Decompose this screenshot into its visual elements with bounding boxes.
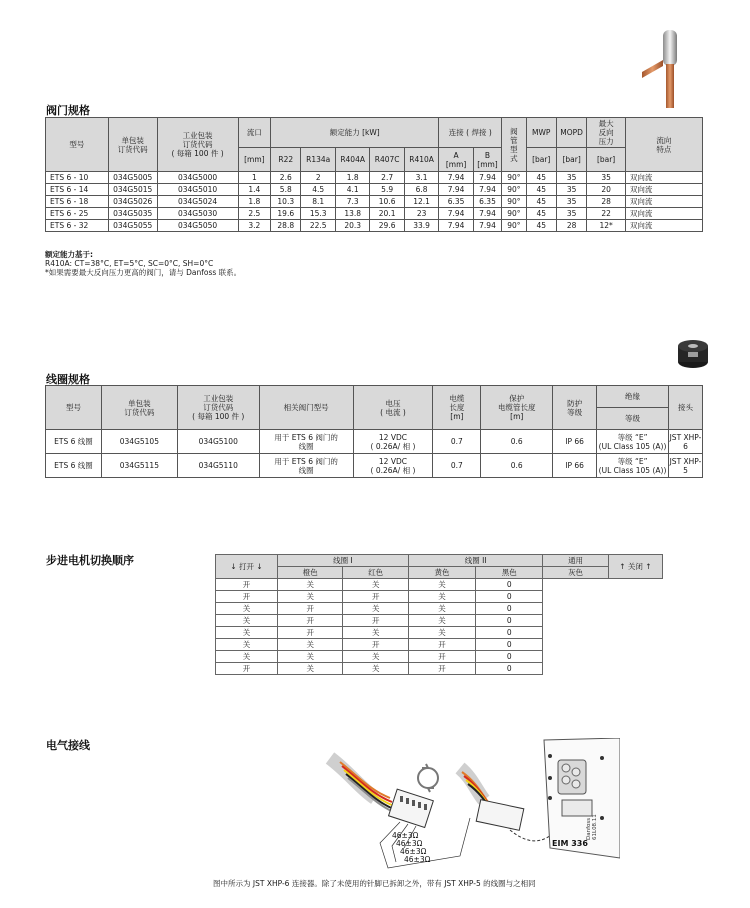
table-cell: 0 xyxy=(476,579,543,591)
col-connection: 连接 ( 焊接 ) xyxy=(439,118,502,148)
coil-col-cable: 电缆 长度 [m] xyxy=(433,386,481,430)
table-row xyxy=(216,579,663,591)
coil-col-model: 型号 xyxy=(46,386,102,430)
coil-col-protection: 防护 等级 xyxy=(553,386,597,430)
open-direction-label: ↓ 打开 ↓ xyxy=(216,555,278,579)
col-flow: 流向 特点 xyxy=(625,118,702,172)
coil-2-header: 线圈 II xyxy=(408,555,542,567)
table-cell: 关 xyxy=(277,651,342,663)
table-cell: 用于 ETS 6 阀门的 线圈 xyxy=(259,454,353,478)
table-row xyxy=(46,184,703,196)
table-cell: 0.7 xyxy=(433,430,481,454)
table-cell: 29.6 xyxy=(370,220,404,232)
table-cell: 关 xyxy=(408,591,475,603)
table-cell: 关 xyxy=(343,663,408,675)
table-cell: 开 xyxy=(408,663,475,675)
table-cell: 22 xyxy=(587,208,626,220)
table-cell: 1.8 xyxy=(238,196,270,208)
stepper-title: 步进电机切换顺序 xyxy=(46,554,134,567)
col-single-code: 单包装 订货代码 xyxy=(108,118,157,172)
table-cell: 034G5110 xyxy=(177,454,259,478)
table-cell: 12 VDC ( 0.26A/ 相 ) xyxy=(353,454,433,478)
common-header: 通用 xyxy=(543,555,608,567)
table-row xyxy=(46,454,703,478)
table-cell: 开 xyxy=(277,627,342,639)
unit-port: [mm] xyxy=(238,148,270,172)
stepper-table xyxy=(215,554,663,675)
table-cell: 等级 “E” (UL Class 105 (A)) xyxy=(597,430,669,454)
table-cell: 034G5030 xyxy=(157,208,238,220)
table-cell: IP 66 xyxy=(553,454,597,478)
table-cell: 关 xyxy=(216,615,278,627)
table-cell: 0.6 xyxy=(481,454,553,478)
table-cell: 0 xyxy=(476,591,543,603)
coil-col-voltage: 电压 ( 电流 ) xyxy=(353,386,433,430)
table-cell: 6.35 xyxy=(473,196,501,208)
table-cell: 关 xyxy=(277,579,342,591)
table-cell: 034G5024 xyxy=(157,196,238,208)
col-r22: R22 xyxy=(271,148,301,172)
table-cell: 7.94 xyxy=(439,172,473,184)
table-cell: 关 xyxy=(277,591,342,603)
table-cell: 90° xyxy=(502,196,526,208)
table-cell: 0 xyxy=(476,663,543,675)
coil-1-header: 线圈 I xyxy=(277,555,408,567)
color-red: 红色 xyxy=(343,567,408,579)
table-row xyxy=(216,651,663,663)
table-row xyxy=(216,615,663,627)
table-cell: 90° xyxy=(502,184,526,196)
table-cell: 3.2 xyxy=(238,220,270,232)
valve-product-image xyxy=(630,28,700,110)
table-cell: 35 xyxy=(556,184,586,196)
table-cell: 关 xyxy=(343,603,408,615)
table-cell: 45 xyxy=(526,184,556,196)
close-direction-label: ↑ 关闭 ↑ xyxy=(608,555,662,579)
coil-col-related: 相关阀门型号 xyxy=(259,386,353,430)
table-cell: 关 xyxy=(408,603,475,615)
table-cell: JST XHP-5 xyxy=(668,454,702,478)
table-cell: ETS 6 线圈 xyxy=(46,430,102,454)
table-cell: 7.94 xyxy=(473,172,501,184)
table-cell: 13.8 xyxy=(335,208,369,220)
coil-col-sleeve: 保护 电缆管长度 [m] xyxy=(481,386,553,430)
table-cell: 45 xyxy=(526,196,556,208)
color-black: 黑色 xyxy=(476,567,543,579)
col-r134a: R134a xyxy=(301,148,335,172)
table-cell: 关 xyxy=(277,639,342,651)
table-cell: 7.94 xyxy=(439,184,473,196)
table-cell: 用于 ETS 6 阀门的 线圈 xyxy=(259,430,353,454)
table-cell: 28.8 xyxy=(271,220,301,232)
valve-spec-table xyxy=(45,117,703,232)
table-cell: 10.3 xyxy=(271,196,301,208)
col-mopd: MOPD xyxy=(556,118,586,148)
table-cell: 1.8 xyxy=(335,172,369,184)
col-max-reverse: 最大 反向 压力 xyxy=(587,118,626,148)
unit-mwp: [bar] xyxy=(526,148,556,172)
col-mwp: MWP xyxy=(526,118,556,148)
table-cell: 7.3 xyxy=(335,196,369,208)
table-cell: 0 xyxy=(476,627,543,639)
wiring-diagram xyxy=(300,738,620,874)
table-row xyxy=(46,430,703,454)
coil-spec-table xyxy=(45,385,703,478)
table-cell: 开 xyxy=(277,615,342,627)
rotate-icon xyxy=(418,764,438,792)
module-label: EIM 336 xyxy=(552,839,588,848)
table-cell: 开 xyxy=(408,639,475,651)
table-cell: 2.5 xyxy=(238,208,270,220)
table-cell: 关 xyxy=(216,603,278,615)
note-title: 额定能力基于: xyxy=(45,250,93,259)
table-cell: 1.4 xyxy=(238,184,270,196)
table-cell: 7.94 xyxy=(473,208,501,220)
color-gray: 灰色 xyxy=(543,567,608,579)
table-cell: 90° xyxy=(502,220,526,232)
table-cell: 0.6 xyxy=(481,430,553,454)
coil-col-industrial-code: 工业包装 订货代码 ( 每箱 100 件 ) xyxy=(177,386,259,430)
coil-col-grade: 等级 xyxy=(597,408,669,430)
table-cell: 20 xyxy=(587,184,626,196)
table-cell: 关 xyxy=(343,651,408,663)
table-cell: 关 xyxy=(343,579,408,591)
table-cell: 关 xyxy=(408,579,475,591)
col-capacity: 额定能力 [kW] xyxy=(271,118,439,148)
table-cell: 双向流 xyxy=(625,172,702,184)
table-cell: 034G5000 xyxy=(157,172,238,184)
col-r407c: R407C xyxy=(370,148,404,172)
table-cell: 2.7 xyxy=(370,172,404,184)
table-row xyxy=(216,639,663,651)
table-cell: 2.6 xyxy=(271,172,301,184)
table-cell: 20.1 xyxy=(370,208,404,220)
col-r410a: R410A xyxy=(404,148,438,172)
table-cell: ETS 6 - 18 xyxy=(46,196,109,208)
table-cell: 034G5050 xyxy=(157,220,238,232)
table-cell: 23 xyxy=(404,208,438,220)
table-cell: 开 xyxy=(343,639,408,651)
coil-product-image xyxy=(676,338,710,370)
table-cell: JST XHP-6 xyxy=(668,430,702,454)
col-r404a: R404A xyxy=(335,148,369,172)
valve-spec-title: 阀门规格 xyxy=(46,104,90,117)
table-cell: 19.6 xyxy=(271,208,301,220)
table-cell: 6.35 xyxy=(439,196,473,208)
table-cell: ETS 6 - 10 xyxy=(46,172,109,184)
table-cell: 开 xyxy=(277,603,342,615)
table-cell: 关 xyxy=(216,651,278,663)
table-cell: 7.94 xyxy=(473,220,501,232)
table-cell: 开 xyxy=(216,663,278,675)
table-cell: 开 xyxy=(343,591,408,603)
unit-mopd: [bar] xyxy=(556,148,586,172)
table-row xyxy=(216,603,663,615)
table-cell: 5.9 xyxy=(370,184,404,196)
table-row xyxy=(216,591,663,603)
table-cell: 034G5015 xyxy=(108,184,157,196)
table-cell: 双向流 xyxy=(625,208,702,220)
col-industrial-code: 工业包装 订货代码 ( 每箱 100 件 ) xyxy=(157,118,238,172)
table-cell: 开 xyxy=(216,579,278,591)
coil-col-connector: 接头 xyxy=(668,386,702,430)
table-cell: 开 xyxy=(216,591,278,603)
table-cell: ETS 6 - 25 xyxy=(46,208,109,220)
table-cell: 4.5 xyxy=(301,184,335,196)
table-cell: 45 xyxy=(526,220,556,232)
table-cell: 35 xyxy=(556,196,586,208)
table-cell: 10.6 xyxy=(370,196,404,208)
table-cell: ETS 6 - 14 xyxy=(46,184,109,196)
table-cell: 15.3 xyxy=(301,208,335,220)
table-cell: 28 xyxy=(556,220,586,232)
col-conn-a: A [mm] xyxy=(439,148,473,172)
table-cell: 0 xyxy=(476,651,543,663)
color-yellow: 黄色 xyxy=(408,567,475,579)
table-cell: 0 xyxy=(476,603,543,615)
table-cell: 7.94 xyxy=(439,220,473,232)
wiring-title: 电气接线 xyxy=(46,739,90,752)
table-cell: 20.3 xyxy=(335,220,369,232)
table-cell: 双向流 xyxy=(625,220,702,232)
table-cell: 35 xyxy=(556,208,586,220)
table-cell: 35 xyxy=(556,172,586,184)
table-cell: 6.8 xyxy=(404,184,438,196)
table-row xyxy=(216,663,663,675)
table-cell: 12* xyxy=(587,220,626,232)
table-cell: 034G5100 xyxy=(177,430,259,454)
table-cell: 45 xyxy=(526,172,556,184)
unit-max-reverse: [bar] xyxy=(587,148,626,172)
table-cell: 4.1 xyxy=(335,184,369,196)
note-line-2: *如果需要最大反向压力更高的阀门，请与 Danfoss 联系。 xyxy=(45,268,242,277)
table-cell: 034G5105 xyxy=(101,430,177,454)
resistance-label: 46±3Ω xyxy=(396,839,423,848)
table-row xyxy=(46,208,703,220)
table-cell: 034G5035 xyxy=(108,208,157,220)
coil-col-insulation: 绝缘 xyxy=(597,386,669,408)
table-cell: 12.1 xyxy=(404,196,438,208)
table-cell: 双向流 xyxy=(625,184,702,196)
table-cell: 034G5010 xyxy=(157,184,238,196)
table-cell: 开 xyxy=(408,651,475,663)
table-cell: 034G5005 xyxy=(108,172,157,184)
col-model: 型号 xyxy=(46,118,109,172)
table-cell: 2 xyxy=(301,172,335,184)
col-conn-b: B [mm] xyxy=(473,148,501,172)
table-cell: 45 xyxy=(526,208,556,220)
table-cell: 关 xyxy=(343,627,408,639)
table-cell: 3.1 xyxy=(404,172,438,184)
table-row xyxy=(46,172,703,184)
table-cell: 7.94 xyxy=(473,184,501,196)
table-cell: 8.1 xyxy=(301,196,335,208)
female-connector-icon xyxy=(476,800,524,831)
table-cell: ETS 6 - 32 xyxy=(46,220,109,232)
table-cell: 034G5055 xyxy=(108,220,157,232)
table-cell: 5.8 xyxy=(271,184,301,196)
resistance-label: 46±3Ω xyxy=(400,847,427,856)
table-cell: 关 xyxy=(216,627,278,639)
coil-spec-title: 线圈规格 xyxy=(46,373,90,386)
table-row xyxy=(216,627,663,639)
table-cell: 35 xyxy=(587,172,626,184)
table-cell: 开 xyxy=(343,615,408,627)
coil-col-single-code: 单包装 订货代码 xyxy=(101,386,177,430)
table-cell: 等级 “E” (UL Class 105 (A)) xyxy=(597,454,669,478)
table-cell: 28 xyxy=(587,196,626,208)
table-cell: 90° xyxy=(502,208,526,220)
table-row xyxy=(46,220,703,232)
table-cell: 12 VDC ( 0.26A/ 相 ) xyxy=(353,430,433,454)
table-cell: 22.5 xyxy=(301,220,335,232)
table-cell: 0 xyxy=(476,615,543,627)
col-port: 流口 xyxy=(238,118,270,148)
table-cell: 034G5115 xyxy=(101,454,177,478)
table-cell: 1 xyxy=(238,172,270,184)
resistance-label: 46±3Ω xyxy=(404,855,431,864)
table-cell: 7.94 xyxy=(439,208,473,220)
table-cell: 双向流 xyxy=(625,196,702,208)
table-cell: 关 xyxy=(408,627,475,639)
col-valve-type: 阀 管 型 式 xyxy=(502,118,526,172)
wiring-caption: 图中所示为 JST XHP-6 连接器。除了未使用的针脚已拆卸之外，带有 JST XHP-5 的线圈与之相同 xyxy=(213,879,536,888)
color-orange: 橙色 xyxy=(277,567,342,579)
table-cell: ETS 6 线圈 xyxy=(46,454,102,478)
jst-connector-icon xyxy=(389,789,434,827)
table-row xyxy=(46,196,703,208)
table-cell: IP 66 xyxy=(553,430,597,454)
table-cell: 关 xyxy=(408,615,475,627)
table-cell: 0 xyxy=(476,639,543,651)
table-cell: 90° xyxy=(502,172,526,184)
table-cell: 关 xyxy=(277,663,342,675)
table-cell: 关 xyxy=(216,639,278,651)
resistance-label: 46±3Ω xyxy=(392,831,419,840)
table-cell: 33.9 xyxy=(404,220,438,232)
note-line-1: R410A: CT=38°C, ET=5°C, SC=0°C, SH=0°C xyxy=(45,259,214,268)
table-cell: 034G5026 xyxy=(108,196,157,208)
side-code: Danfoss 61L08.11 xyxy=(586,814,598,840)
table-cell: 0.7 xyxy=(433,454,481,478)
